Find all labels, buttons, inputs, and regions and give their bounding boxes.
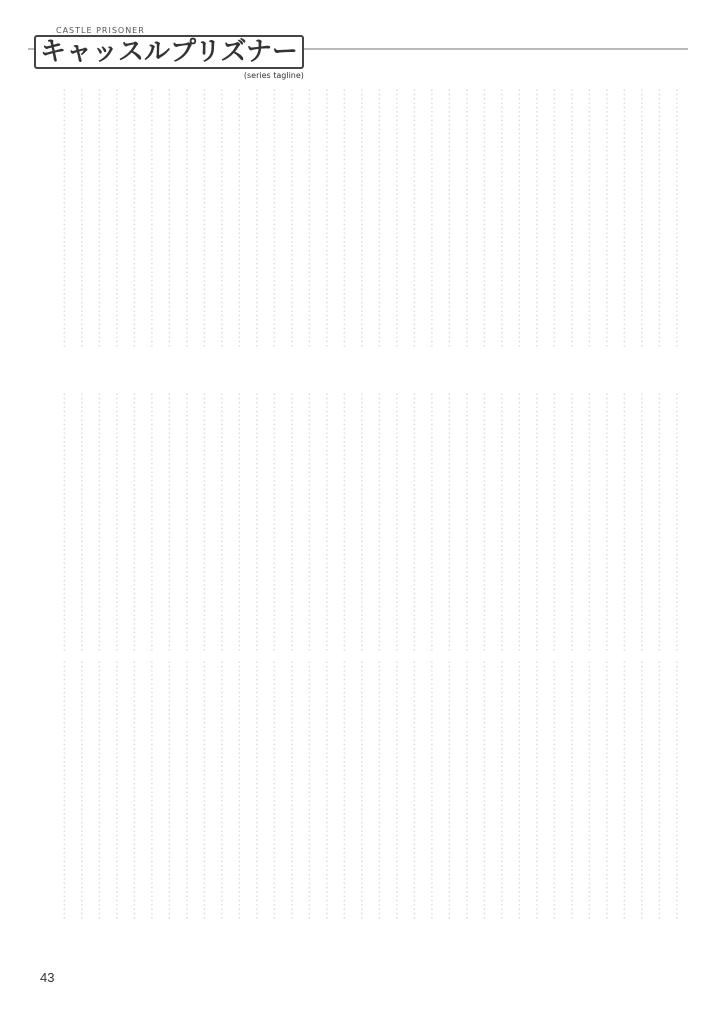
text-column: …………………………………………………… [357, 660, 372, 920]
text-column: …………………………………………………… [59, 88, 75, 348]
text-column: …………………………………………………… [322, 88, 337, 348]
text-column: …………………………………………………… [357, 392, 372, 652]
text-column: …………………………………………………… [514, 660, 530, 920]
text-column: …………………………………………………… [479, 88, 495, 348]
text-column: …………………………………………………… [199, 88, 215, 348]
text-column: …………………………………………………… [147, 660, 162, 920]
text-column: …………………………………………………… [304, 88, 320, 348]
text-column: …………………………………………………… [112, 88, 127, 348]
text-column: …………………………………………………… [112, 660, 127, 920]
text-column: …………………………………………………… [637, 660, 652, 920]
text-column: …………………………………………………… [497, 660, 512, 920]
text-column: …………………………………………………… [164, 660, 180, 920]
text-column: …………………………………………………… [374, 392, 390, 652]
text-column: …………………………………………………… [549, 88, 565, 348]
text-column: …………………………………………………… [619, 660, 635, 920]
text-column: …………………………………………………… [129, 88, 145, 348]
text-column: …………………………………………………… [164, 88, 180, 348]
text-column: …………………………………………………… [584, 88, 600, 348]
text-column: …………………………………………………… [602, 392, 617, 652]
text-column: …………………………………………………… [654, 660, 670, 920]
page-header [28, 26, 688, 80]
text-column: …………………………………………………… [234, 88, 250, 348]
text-column: …………………………………………………… [164, 392, 180, 652]
text-column: …………………………………………………… [94, 88, 110, 348]
text-column: …………………………………………………… [444, 88, 460, 348]
text-column: …………………………………………………… [322, 392, 337, 652]
text-column: …………………………………………………… [462, 660, 477, 920]
text-column: …………………………………………………… [252, 660, 267, 920]
text-column: …………………………………………………… [549, 660, 565, 920]
text-column: …………………………………………………… [94, 392, 110, 652]
text-column: …………………………………………………… [409, 392, 425, 652]
text-column: …………………………………………………… [637, 392, 652, 652]
text-column: …………………………………………………… [339, 392, 355, 652]
text-column: …………………………………………………… [182, 660, 197, 920]
page-number: 43 [40, 970, 55, 985]
text-column: …………………………………………………… [287, 392, 302, 652]
text-column: …………………………………………………… [94, 660, 110, 920]
text-column: …………………………………………………… [304, 660, 320, 920]
text-column: …………………………………………………… [654, 392, 670, 652]
text-column: …………………………………………………… [322, 660, 337, 920]
text-column: …………………………………………………… [59, 392, 75, 652]
text-column: …………………………………………………… [199, 660, 215, 920]
text-column: …………………………………………………… [392, 660, 407, 920]
text-column: …………………………………………………… [567, 88, 582, 348]
text-column: …………………………………………………… [637, 88, 652, 348]
text-column: …………………………………………………… [287, 660, 302, 920]
text-column: …………………………………………………… [199, 392, 215, 652]
text-column: …………………………………………………… [514, 392, 530, 652]
text-column: …………………………………………………… [567, 392, 582, 652]
text-column: …………………………………………………… [269, 660, 285, 920]
text-column: …………………………………………………… [77, 392, 92, 652]
text-column: …………………………………………………… [532, 392, 547, 652]
text-column: …………………………………………………… [182, 88, 197, 348]
text-column: …………………………………………………… [549, 392, 565, 652]
text-column: …………………………………………………… [479, 392, 495, 652]
text-column: …………………………………………………… [339, 88, 355, 348]
text-column: …………………………………………………… [427, 88, 442, 348]
text-column: …………………………………………………… [217, 660, 232, 920]
text-column: …………………………………………………… [532, 88, 547, 348]
text-column: …………………………………………………… [77, 88, 92, 348]
text-column: …………………………………………………… [392, 392, 407, 652]
text-column: …………………………………………………… [129, 660, 145, 920]
text-column: …………………………………………………… [182, 392, 197, 652]
text-column: …………………………………………………… [252, 88, 267, 348]
text-column: …………………………………………………… [462, 392, 477, 652]
text-column: …………………………………………………… [672, 660, 687, 920]
text-column: …………………………………………………… [584, 660, 600, 920]
text-column: …………………………………………………… [392, 88, 407, 348]
text-column: …………………………………………………… [357, 88, 372, 348]
text-column: …………………………………………………… [672, 392, 687, 652]
text-column: …………………………………………………… [147, 88, 162, 348]
series-logo [34, 26, 304, 80]
text-column: …………………………………………………… [129, 392, 145, 652]
text-column: …………………………………………………… [304, 392, 320, 652]
text-column: …………………………………………………… [427, 392, 442, 652]
text-column: …………………………………………………… [602, 660, 617, 920]
text-tier-3 [38, 660, 688, 960]
text-column: …………………………………………………… [584, 392, 600, 652]
text-column: …………………………………………………… [479, 660, 495, 920]
text-column: …………………………………………………… [217, 88, 232, 348]
text-column: …………………………………………………… [514, 88, 530, 348]
text-column: …………………………………………………… [374, 88, 390, 348]
text-column: …………………………………………………… [497, 88, 512, 348]
logo-title: キャッスルプリズナー [34, 35, 304, 69]
text-column: …………………………………………………… [532, 660, 547, 920]
text-column: …………………………………………………… [462, 88, 477, 348]
text-column: …………………………………………………… [147, 392, 162, 652]
text-column: …………………………………………………… [619, 88, 635, 348]
text-column: …………………………………………………… [339, 660, 355, 920]
text-column: …………………………………………………… [77, 660, 92, 920]
text-column: …………………………………………………… [252, 392, 267, 652]
text-column: …………………………………………………… [287, 88, 302, 348]
logo-subtitle: (series tagline) [243, 71, 304, 80]
text-column: …………………………………………………… [444, 660, 460, 920]
text-column: …………………………………………………… [672, 88, 687, 348]
text-column: …………………………………………………… [374, 660, 390, 920]
text-column: …………………………………………………… [409, 660, 425, 920]
text-column: …………………………………………………… [427, 660, 442, 920]
text-column: …………………………………………………… [619, 392, 635, 652]
text-column: …………………………………………………… [234, 392, 250, 652]
text-column: …………………………………………………… [59, 660, 75, 920]
text-column: …………………………………………………… [269, 88, 285, 348]
text-column: …………………………………………………… [112, 392, 127, 652]
text-column: …………………………………………………… [217, 392, 232, 652]
text-column: …………………………………………………… [409, 88, 425, 348]
logo-english: CASTLE PRISONER [56, 26, 145, 35]
text-column: …………………………………………………… [497, 392, 512, 652]
text-column: …………………………………………………… [602, 88, 617, 348]
text-column: …………………………………………………… [234, 660, 250, 920]
text-tier-1 [38, 88, 688, 388]
text-column: …………………………………………………… [269, 392, 285, 652]
text-column: …………………………………………………… [654, 88, 670, 348]
text-column: …………………………………………………… [444, 392, 460, 652]
text-column: …………………………………………………… [567, 660, 582, 920]
text-tier-2 [38, 392, 688, 692]
